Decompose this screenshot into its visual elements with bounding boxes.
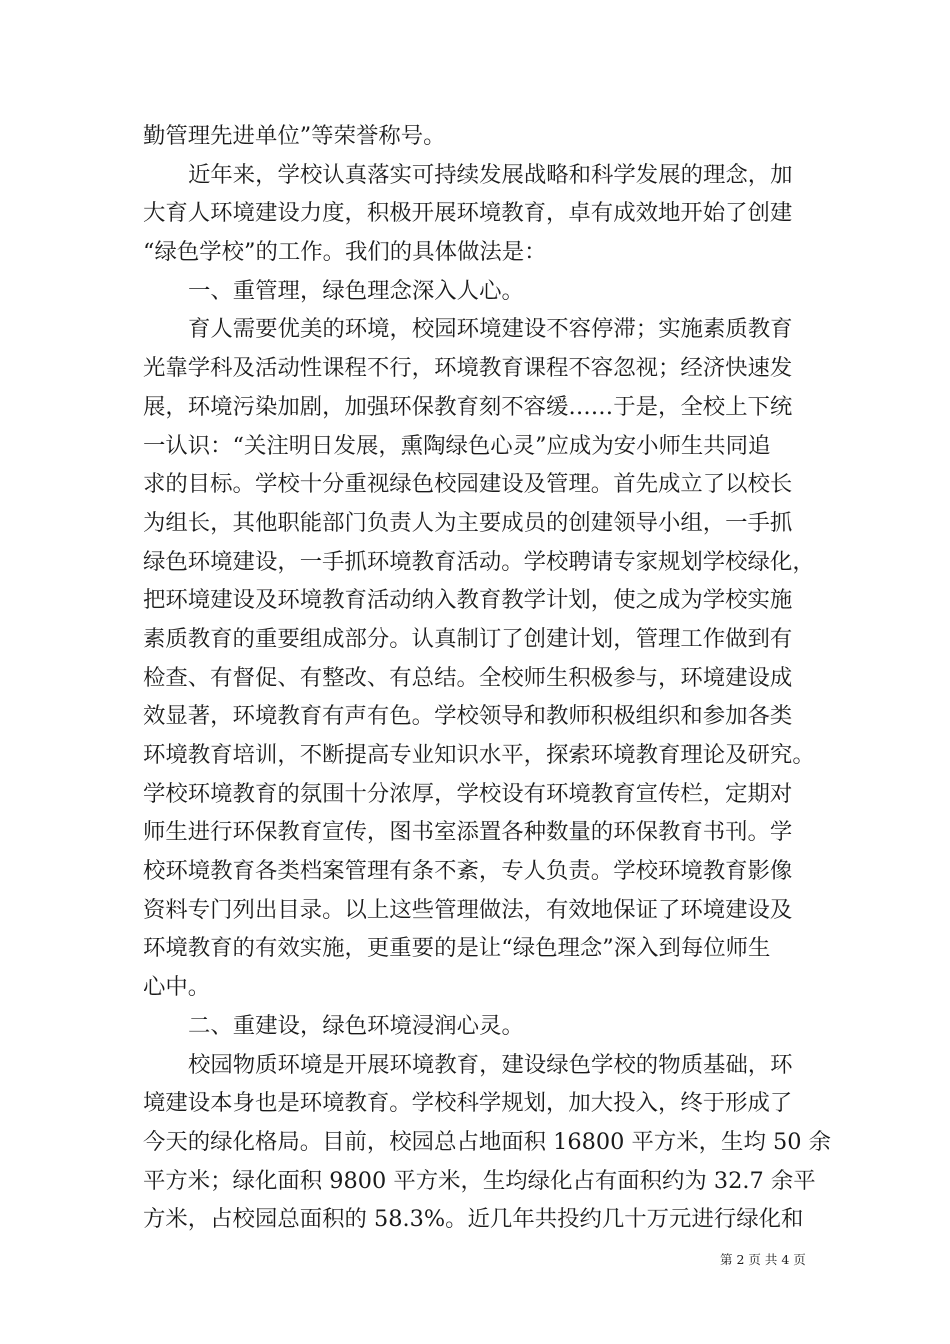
text-line: 一、重管理，绿色理念深入人心。 [188, 277, 524, 304]
text-line: 检查、有督促、有整改、有总结。全校师生积极参与，环境建设成 [143, 664, 793, 691]
text-line: 今天的绿化格局。目前，校园总占地面积 16800 平方米，生均 50 余 [143, 1128, 831, 1155]
text-line: 境建设本身也是环境教育。学校科学规划，加大投入，终于形成了 [143, 1090, 793, 1117]
text-line: 效显著，环境教育有声有色。学校领导和教师积极组织和参加各类 [143, 703, 793, 730]
text-line: 环境教育的有效实施，更重要的是让“绿色理念”深入到每位师生 [143, 935, 771, 962]
text-line: 光靠学科及活动性课程不行，环境教育课程不容忽视；经济快速发 [143, 355, 793, 382]
text-line: 为组长，其他职能部门负责人为主要成员的创建领导小组，一手抓 [143, 509, 793, 536]
text-line: 校园物质环境是开展环境教育，建设绿色学校的物质基础，环 [188, 1051, 793, 1078]
text-line: 心中。 [143, 974, 211, 1001]
text-line: 求的目标。学校十分重视绿色校园建设及管理。首先成立了以校长 [143, 471, 793, 498]
text-line: 校环境教育各类档案管理有条不紊，专人负责。学校环境教育影像 [143, 858, 793, 885]
text-line: 学校环境教育的氛围十分浓厚，学校设有环境教育宣传栏，定期对 [143, 780, 793, 807]
text-line: 育人需要优美的环境，校园环境建设不容停滞；实施素质教育 [188, 316, 793, 343]
text-line: 师生进行环保教育宣传，图书室添置各种数量的环保教育书刊。学 [143, 819, 793, 846]
text-line: 资料专门列出目录。以上这些管理做法，有效地保证了环境建设及 [143, 896, 793, 923]
text-line: 大育人环境建设力度，积极开展环境教育，卓有成效地开始了创建 [143, 200, 793, 227]
text-line: 方米，占校园总面积的 58.3%。近几年共投约几十万元进行绿化和 [143, 1206, 804, 1233]
document-body [143, 117, 831, 1239]
text-line: 平方米；绿化面积 9800 平方米，生均绿化占有面积约为 32.7 余平 [143, 1167, 816, 1194]
page-number: 第 2 页 共 4 页 [720, 1252, 806, 1267]
text-line: 把环境建设及环境教育活动纳入教育教学计划，使之成为学校实施 [143, 587, 793, 614]
text-line: 展，环境污染加剧，加强环保教育刻不容缓……于是，全校上下统 [143, 393, 793, 420]
text-line: “绿色学校”的工作。我们的具体做法是： [143, 239, 547, 266]
text-line: 勤管理先进单位”等荣誉称号。 [143, 123, 446, 149]
text-line: 二、重建设，绿色环境浸润心灵。 [188, 1012, 524, 1039]
text-line: 素质教育的重要组成部分。认真制订了创建计划，管理工作做到有 [143, 625, 793, 652]
text-line: 一认识：“关注明日发展，熏陶绿色心灵”应成为安小师生共同追 [143, 432, 771, 459]
text-line: 近年来，学校认真落实可持续发展战略和科学发展的理念，加 [188, 161, 793, 188]
text-line: 绿色环境建设，一手抓环境教育活动。学校聘请专家规划学校绿化， [143, 548, 815, 575]
text-line: 环境教育培训，不断提高专业知识水平，探索环境教育理论及研究。 [143, 742, 815, 768]
